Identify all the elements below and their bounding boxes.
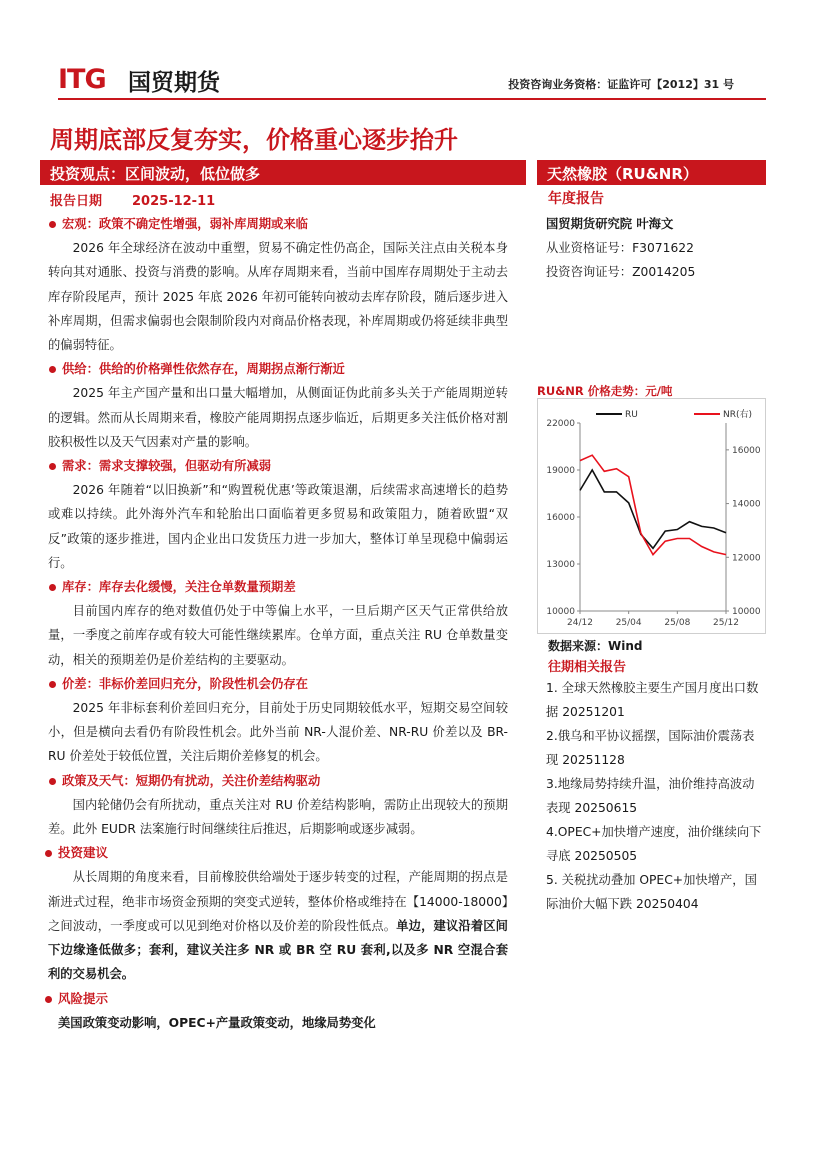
left-tick-label: 22000: [546, 419, 575, 429]
analyst-cert-advisory: 投资咨询证号：Z0014205: [546, 265, 696, 279]
advice-body-normal: 从长周期的角度来看，目前橡胶供给端处于逐步转变的过程，产能周期的拐点是渐进式过程，绝非市场资金预期的突变式逆转，整体价格或维持在【14000-18000】之间波动，一季度或可以见到绝对价格以及价差的阶段性低点。: [48, 870, 508, 933]
related-report-link[interactable]: 1. 全球天然橡胶主要生产国月度出口数据 20251201: [546, 681, 759, 719]
x-tick-label: 24/12: [567, 618, 593, 628]
advice-body: [48, 865, 508, 986]
section-heading: 供给：供给的价格弹性依然存在，周期拐点渐行渐近: [48, 357, 508, 381]
risk-body: 美国政策变动影响，OPEC+产量政策变动，地缘局势变化: [58, 1015, 376, 1030]
related-report-link[interactable]: 2.俄乌和平协议摇摆，国际油价震荡表现 20251128: [546, 729, 755, 767]
report-date-label: 报告日期: [50, 194, 103, 209]
product-bar: 天然橡胶（RU&NR）: [537, 160, 766, 185]
analyst-cert-practice: 从业资格证号：F3071622: [546, 241, 694, 255]
section-body: 2026 年全球经济在波动中重塑，贸易不确定性仍高企，国际关注点由关税本身转向其对通胀、投资与消费的影响。从库存周期来看，当前中国库存周期处于主动去库存阶段尾声，预计 2025 年底 2026 年初可能转向被动去库存阶段，随后逐步进入补库周期，但需求偏弱也会限制阶段内对商品价格表现，补库周期或仍将延续非典型的偏弱特征。: [48, 241, 508, 353]
section-advice: [48, 841, 508, 986]
chart-title: RU&NR 价格走势：元/吨: [537, 384, 673, 398]
section-body: 2025 年非标套利价差回归充分，目前处于历史同期较低水平，短期交易空间较小，但是横向去看仍有阶段性机会。此外当前 NR-人混价差、NR-RU 价差以及 BR-RU 价差处于较低位置，关注后期价差修复的机会。: [48, 701, 508, 764]
series-line-nr: [580, 455, 726, 554]
investment-view-bar: 投资观点：区间波动，低位做多: [40, 160, 526, 185]
section-heading: 宏观：政策不确定性增强，弱补库周期或来临: [48, 212, 508, 236]
section-heading: 需求：需求支撑较强，但驱动有所减弱: [48, 454, 508, 478]
price-chart-svg: [538, 399, 765, 633]
section-heading: 价差：非标价差回归充分，阶段性机会仍存在: [48, 672, 508, 696]
report-title: 周期底部反复夯实，价格重心逐步抬升: [50, 126, 458, 154]
related-report-link[interactable]: 3.地缘局势持续升温，油价维持高波动表现 20250615: [546, 777, 755, 815]
related-reports-title: 往期相关报告: [548, 660, 627, 675]
price-chart: [537, 398, 766, 634]
report-date-value: 2025-12-11: [132, 194, 216, 209]
left-tick-label: 10000: [546, 607, 575, 617]
page-header: [58, 60, 766, 100]
section-heading: 政策及天气：短期仍有扰动，关注价差结构驱动: [48, 769, 508, 793]
x-tick-label: 25/08: [664, 618, 691, 628]
left-column: [48, 212, 508, 1035]
section-heading: 库存：库存去化缓慢，关注仓单数量预期差: [48, 575, 508, 599]
qualification-text: 投资咨询业务资格：证监许可【2012】31 号: [508, 78, 734, 91]
analyst-org: 国贸期货研究院 叶海文: [546, 217, 674, 231]
company-logo: ITG: [58, 64, 106, 95]
right-tick-label: 14000: [732, 499, 761, 510]
section-body: 2026 年随着“以旧换新”和“购置税优惠’等政策退潮，后续需求高速增长的趋势或难以持续。此外海外汽车和轮胎出口面临着更多贸易和政策阻力，随着欧盟“双反”政策的逐步推进，国内企业出口发货压力进一步加大，整体订单呈现稳中偏弱运行。: [48, 483, 508, 570]
left-tick-label: 13000: [546, 560, 575, 570]
section-supply: [48, 357, 508, 454]
company-name: 国贸期货: [128, 70, 220, 96]
section-inventory: [48, 575, 508, 672]
section-body: 国内轮储仍会有所扰动，重点关注对 RU 价差结构影响，需防止出现较大的预期差。此外 EUDR 法案施行时间继续往后推迟，后期影响或逐步减弱。: [48, 797, 508, 837]
left-tick-label: 19000: [546, 466, 575, 476]
data-source: 数据来源：Wind: [548, 639, 643, 653]
advice-heading: 投资建议: [44, 841, 508, 865]
legend-label: RU: [625, 410, 638, 420]
series-line-ru: [580, 470, 726, 548]
section-demand: [48, 454, 508, 575]
report-date: [50, 190, 215, 209]
related-report-link[interactable]: 5. 关税扰动叠加 OPEC+加快增产，国际油价大幅下跌 20250404: [546, 873, 757, 911]
right-tick-label: 12000: [732, 553, 761, 564]
section-policy-weather: [48, 769, 508, 842]
left-tick-label: 16000: [546, 513, 575, 523]
section-macro: [48, 212, 508, 357]
advice-body-bold: 单边，建议沿着区间下边缘逢低做多；套利，建议关注多 NR 或 BR 空 RU 套利,以及多 NR 空混合套利的交易机会。: [48, 918, 508, 982]
x-tick-label: 25/04: [615, 618, 642, 628]
analyst-info: [546, 212, 766, 284]
related-reports-list: [546, 676, 766, 916]
section-risk: [48, 987, 508, 1035]
report-type: 年度报告: [548, 191, 604, 207]
right-tick-label: 10000: [732, 607, 761, 617]
section-body: 2025 年主产国产量和出口量大幅增加，从侧面证伪此前多头关于产能周期逆转的逻辑。然而从长周期来看，橡胶产能周期拐点逐步临近，后期更多关注低价格对割胶积极性以及天气因素对产量的影响。: [48, 386, 508, 449]
related-report-link[interactable]: 4.OPEC+加快增产速度，油价继续向下寻底 20250505: [546, 825, 762, 863]
risk-heading: 风险提示: [44, 987, 508, 1011]
section-body: 目前国内库存的绝对数值仍处于中等偏上水平，一旦后期产区天气正常供给放量，一季度之前库存或有较大可能性继续累库。仓单方面，重点关注 RU 仓单数量变动，相关的预期差仍是价差结构的主要驱动。: [48, 604, 508, 667]
right-tick-label: 16000: [732, 445, 761, 456]
x-tick-label: 25/12: [713, 618, 739, 628]
section-spread: [48, 672, 508, 769]
legend-label: NR(右): [723, 410, 753, 420]
